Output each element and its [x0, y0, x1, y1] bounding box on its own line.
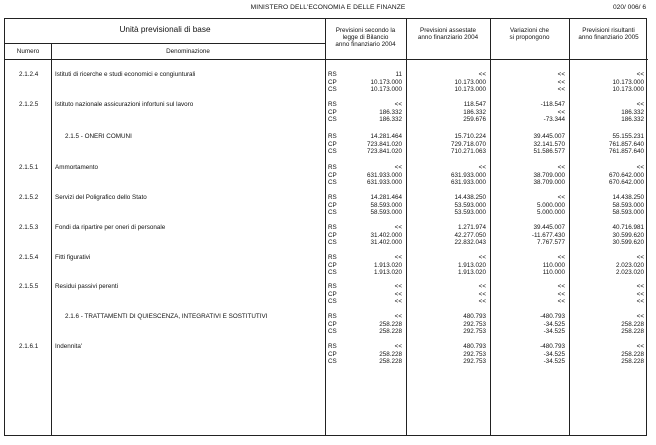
row-code: CS — [328, 328, 337, 335]
value-cell: -34.525 — [543, 328, 565, 335]
value-cell: 38.709.000 — [533, 179, 565, 186]
value-cell: << — [394, 313, 402, 320]
budget-table — [4, 18, 647, 436]
value-cell: 42.277.050 — [454, 231, 486, 239]
value-cell: << — [394, 224, 402, 231]
value-cell: -73.344 — [543, 116, 565, 123]
row-name: Servizi del Poligrafico dello Stato — [55, 194, 147, 201]
row-code: CP — [328, 290, 337, 298]
value-cell: 51.586.577 — [533, 148, 565, 155]
value-cell: 292.753 — [463, 328, 486, 335]
row-number: 2.1.5.2 — [19, 194, 39, 201]
value-cell: 118.547 — [463, 101, 486, 108]
value-cell: 723.841.020 — [366, 140, 402, 148]
value-cell: 10.173.000 — [612, 78, 644, 86]
value-cell: << — [478, 283, 486, 290]
value-cell: 38.709.000 — [533, 171, 565, 179]
value-cell: 292.753 — [463, 358, 486, 365]
value-cell: 32.141.570 — [533, 140, 565, 148]
row-name: Residui passivi perenti — [55, 283, 118, 290]
row-code: RS — [328, 71, 337, 78]
row-code: RS — [328, 101, 337, 108]
value-cell: 258.228 — [379, 320, 402, 328]
value-cell: << — [394, 343, 402, 350]
row-code: CS — [328, 269, 337, 276]
row-code: CP — [328, 108, 337, 116]
row-code: CP — [328, 78, 337, 86]
row-name: Fitti figurativi — [55, 254, 91, 261]
value-cell: 292.753 — [463, 320, 486, 328]
row-code: CP — [328, 350, 337, 358]
value-cell: 631.933.000 — [366, 171, 402, 179]
row-name: Indennita' — [55, 343, 83, 350]
value-cell: 31.402.000 — [370, 231, 402, 239]
row-number: 2.1.6.1 — [19, 343, 39, 350]
value-cell: 58.593.000 — [612, 201, 644, 209]
value-cell: 761.857.640 — [608, 148, 644, 155]
value-cell: << — [478, 290, 486, 298]
value-cell: << — [557, 290, 565, 298]
value-cell: << — [557, 86, 565, 93]
row-code: CS — [328, 86, 337, 93]
row-code: CS — [328, 209, 337, 216]
row-number: 2.1.5.5 — [19, 283, 39, 290]
row-code: RS — [328, 313, 337, 320]
value-cell: << — [636, 290, 644, 298]
value-cell: 1.913.020 — [457, 269, 486, 276]
row-name: 2.1.5 - ONERI COMUNI — [65, 133, 132, 140]
value-cell: 258.228 — [621, 350, 644, 358]
value-cell: 10.173.000 — [454, 86, 486, 93]
value-cell: 11 — [395, 71, 402, 78]
value-cell: << — [636, 313, 644, 320]
value-cell: 5.000.000 — [536, 201, 565, 209]
value-cell: 10.173.000 — [454, 78, 486, 86]
row-number: 2.1.2.4 — [19, 71, 39, 78]
row-name: Ammortamento — [55, 164, 99, 171]
value-cell: 710.271.063 — [450, 148, 486, 155]
row-name: Istituto nazionale assicurazioni infortuni sul lavoro — [55, 101, 194, 108]
value-cell: << — [557, 194, 565, 201]
value-cell: << — [478, 71, 486, 78]
value-cell: << — [636, 254, 644, 261]
value-cell: << — [394, 254, 402, 261]
value-cell: 186.332 — [379, 108, 402, 116]
value-cell: 30.599.620 — [612, 231, 644, 239]
value-cell: << — [394, 290, 402, 298]
value-cell: 30.599.620 — [612, 239, 644, 246]
value-cell: << — [557, 283, 565, 290]
value-cell: 53.593.000 — [454, 209, 486, 216]
row-code: RS — [328, 164, 337, 171]
value-cell: 1.913.020 — [373, 269, 402, 276]
divider — [51, 43, 52, 435]
value-cell: 258.228 — [621, 358, 644, 365]
value-cell: 10.173.000 — [612, 86, 644, 93]
row-code: CS — [328, 358, 337, 365]
denominazione-header: Denominazione — [166, 48, 210, 55]
value-cell: 258.228 — [621, 320, 644, 328]
col4-header: Previsioni risultanti anno finanziario 2005 — [578, 27, 639, 42]
value-cell: 7.767.577 — [536, 239, 565, 246]
value-cell: << — [636, 164, 644, 171]
value-cell: << — [636, 298, 644, 305]
value-cell: 1.913.020 — [373, 261, 402, 269]
value-cell: << — [557, 108, 565, 116]
value-cell: 258.228 — [379, 358, 402, 365]
value-cell: << — [636, 343, 644, 350]
col2-header: Previsioni assestate anno finanziario 2004 — [417, 27, 479, 42]
value-cell: 58.593.000 — [370, 209, 402, 216]
row-code: RS — [328, 283, 337, 290]
value-cell: -480.793 — [540, 343, 565, 350]
unit-title: Unità previsionali di base — [119, 25, 211, 34]
value-cell: << — [394, 164, 402, 171]
value-cell: 186.332 — [379, 116, 402, 123]
value-cell: 186.332 — [621, 108, 644, 116]
value-cell: -480.793 — [540, 313, 565, 320]
row-code: CP — [328, 140, 337, 148]
value-cell: 39.445.007 — [533, 133, 565, 140]
value-cell: 58.593.000 — [370, 201, 402, 209]
value-cell: << — [636, 283, 644, 290]
divider — [5, 43, 325, 44]
row-code: CS — [328, 239, 337, 246]
value-cell: << — [557, 298, 565, 305]
row-code: RS — [328, 133, 337, 140]
value-cell: 631.933.000 — [450, 179, 486, 186]
value-cell: -34.525 — [543, 350, 565, 358]
value-cell: 10.173.000 — [370, 78, 402, 86]
value-cell: 631.933.000 — [366, 179, 402, 186]
row-code: CP — [328, 320, 337, 328]
row-number: 2.1.2.5 — [19, 101, 39, 108]
value-cell: 14.438.250 — [454, 194, 486, 201]
row-code: CS — [328, 116, 337, 123]
row-code: CP — [328, 171, 337, 179]
row-number: 2.1.5.1 — [19, 164, 39, 171]
value-cell: 259.676 — [463, 116, 486, 123]
divider — [5, 59, 648, 60]
value-cell: 58.593.000 — [612, 209, 644, 216]
col3-header: Variazioni che si propongono — [509, 27, 550, 42]
value-cell: -118.547 — [540, 101, 565, 108]
row-code: CS — [328, 148, 337, 155]
value-cell: -34.525 — [543, 358, 565, 365]
value-cell: 292.753 — [463, 350, 486, 358]
value-cell: 31.402.000 — [370, 239, 402, 246]
numero-header: Numero — [16, 48, 40, 55]
row-code: CS — [328, 298, 337, 305]
row-code: RS — [328, 194, 337, 201]
row-code: RS — [328, 224, 337, 231]
value-cell: << — [557, 164, 565, 171]
row-code: CS — [328, 179, 337, 186]
row-name: Istituti di ricerche e studi economici e congiunturali — [55, 71, 196, 78]
value-cell: 723.841.020 — [366, 148, 402, 155]
value-cell: 729.718.070 — [450, 140, 486, 148]
row-number: 2.1.5.4 — [19, 254, 39, 261]
row-code: RS — [328, 343, 337, 350]
row-name: 2.1.6 - TRATTAMENTI DI QUIESCENZA, INTEGRATIVI E SOSTITUTIVI — [65, 313, 268, 320]
value-cell: << — [478, 164, 486, 171]
value-cell: << — [636, 71, 644, 78]
row-code: RS — [328, 254, 337, 261]
value-cell: << — [557, 78, 565, 86]
value-cell: << — [394, 283, 402, 290]
value-cell: 39.445.007 — [533, 224, 565, 231]
value-cell: 22.832.043 — [454, 239, 486, 246]
value-cell: 258.228 — [621, 328, 644, 335]
value-cell: -34.525 — [543, 320, 565, 328]
value-cell: 55.155.231 — [612, 133, 644, 140]
value-cell: << — [478, 298, 486, 305]
value-cell: 15.710.224 — [454, 133, 486, 140]
value-cell: 670.642.000 — [608, 171, 644, 179]
value-cell: 14.438.250 — [612, 194, 644, 201]
row-code: CP — [328, 231, 337, 239]
value-cell: 186.332 — [621, 116, 644, 123]
value-cell: 1.913.020 — [457, 261, 486, 269]
row-name: Fondi da ripartire per oneri di personale — [55, 224, 166, 231]
row-code: CP — [328, 261, 337, 269]
value-cell: 40.716.981 — [612, 224, 644, 231]
value-cell: << — [394, 298, 402, 305]
value-cell: << — [394, 101, 402, 108]
value-cell: 110.000 — [542, 269, 565, 276]
value-cell: 10.173.000 — [370, 86, 402, 93]
value-cell: 2.023.020 — [615, 261, 644, 269]
value-cell: 5.000.000 — [536, 209, 565, 216]
value-cell: 2.023.020 — [615, 269, 644, 276]
value-cell: 110.000 — [542, 261, 565, 269]
document-title: MINISTERO DELL'ECONOMIA E DELLE FINANZE — [250, 4, 406, 11]
value-cell: 1.271.974 — [457, 224, 486, 231]
col1-header: Previsioni secondo la legge di Bilancio anno finanziario 2004 — [335, 27, 396, 49]
row-code: CP — [328, 201, 337, 209]
value-cell: -11.677.430 — [531, 231, 565, 239]
value-cell: << — [478, 254, 486, 261]
value-cell: 631.933.000 — [450, 171, 486, 179]
row-number: 2.1.5.3 — [19, 224, 39, 231]
value-cell: << — [557, 71, 565, 78]
value-cell: 480.793 — [463, 343, 486, 350]
value-cell: << — [636, 101, 644, 108]
value-cell: 670.642.000 — [608, 179, 644, 186]
value-cell: 258.228 — [379, 328, 402, 335]
value-cell: 186.332 — [463, 108, 486, 116]
value-cell: << — [557, 254, 565, 261]
value-cell: 14.281.464 — [370, 194, 402, 201]
value-cell: 480.793 — [463, 313, 486, 320]
value-cell: 258.228 — [379, 350, 402, 358]
value-cell: 14.281.464 — [370, 133, 402, 140]
value-cell: 53.593.000 — [454, 201, 486, 209]
value-cell: 761.857.640 — [608, 140, 644, 148]
page-reference: 020/ 006/ 6 — [613, 4, 646, 11]
